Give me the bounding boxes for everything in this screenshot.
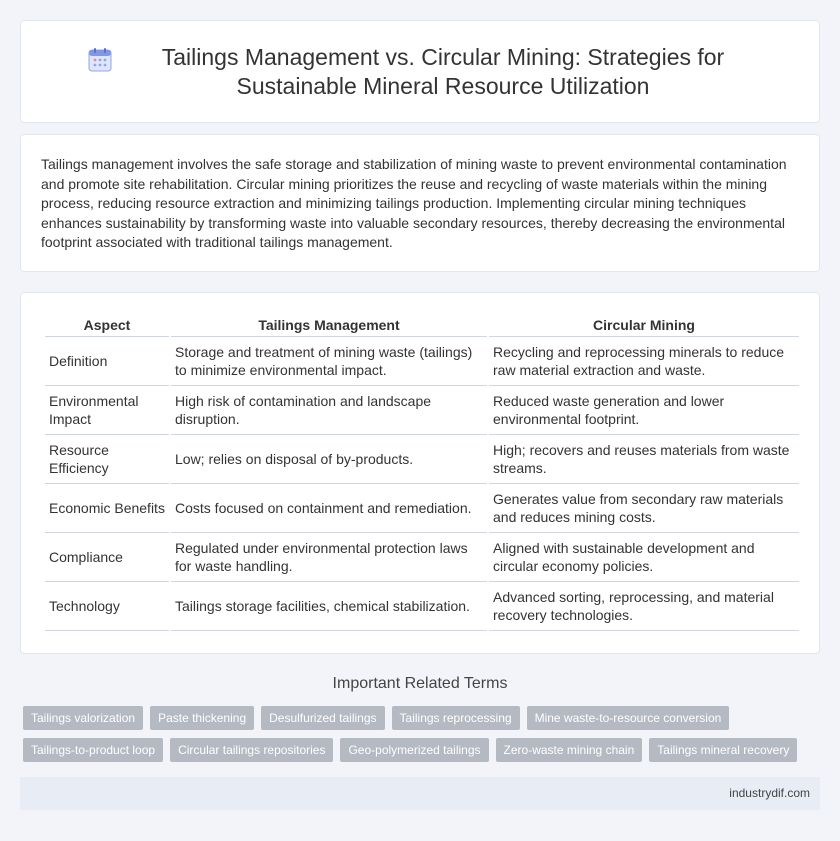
row-aspect: Definition [45, 337, 169, 386]
row-tailings-value: Tailings storage facilities, chemical stabilization. [171, 582, 487, 631]
row-tailings-value: Costs focused on containment and remediation. [171, 484, 487, 533]
table-row [45, 337, 799, 386]
table-header-row [45, 313, 799, 337]
row-aspect: Economic Benefits [45, 484, 169, 533]
row-aspect: Compliance [45, 533, 169, 582]
row-tailings-value: Regulated under environmental protection laws for waste handling. [171, 533, 487, 582]
row-circular-value: Advanced sorting, reprocessing, and material recovery technologies. [489, 582, 799, 631]
comparison-table [43, 313, 801, 631]
table-row [45, 533, 799, 582]
comparison-card [20, 292, 820, 654]
row-tailings-value: High risk of contamination and landscape disruption. [171, 386, 487, 435]
related-term-tag[interactable]: Zero-waste mining chain [496, 738, 643, 762]
row-tailings-value: Storage and treatment of mining waste (tailings) to minimize environmental impact. [171, 337, 487, 386]
row-circular-value: Recycling and reprocessing minerals to reduce raw material extraction and waste. [489, 337, 799, 386]
related-term-tag[interactable]: Tailings valorization [23, 706, 143, 730]
row-circular-value: High; recovers and reuses materials from waste streams. [489, 435, 799, 484]
table-row [45, 582, 799, 631]
row-circular-value: Reduced waste generation and lower environmental footprint. [489, 386, 799, 435]
related-term-tag[interactable]: Mine waste-to-resource conversion [527, 706, 730, 730]
page-title: Tailings Management vs. Circular Mining: Strategies for Sustainable Mineral Resource Utilization [161, 43, 725, 99]
related-term-tag[interactable]: Desulfurized tailings [261, 706, 384, 730]
footer-site-link[interactable]: industrydif.com [729, 786, 810, 800]
column-header-aspect: Aspect [45, 313, 169, 337]
table-row [45, 435, 799, 484]
intro-paragraph: Tailings management involves the safe storage and stabilization of mining waste to prevent environmental contamination and promote site rehabilitation. Circular mining prioritizes the reuse and recycling of waste materials within the mining process, reducing resource extraction and minimizing tailings production. Implementing circular mining techniques enhances sustainability by transforming waste into valuable secondary resources, thereby decreasing the environmental footprint associated with traditional tailings management. [41, 156, 787, 250]
related-term-tag[interactable]: Tailings mineral recovery [649, 738, 797, 762]
title-wrap [87, 43, 753, 101]
row-tailings-value: Low; relies on disposal of by-products. [171, 435, 487, 484]
related-term-tag[interactable]: Paste thickening [150, 706, 254, 730]
related-term-tag[interactable]: Circular tailings repositories [170, 738, 333, 762]
table-row [45, 386, 799, 435]
related-term-tag[interactable]: Tailings-to-product loop [23, 738, 163, 762]
calendar-icon [87, 47, 113, 73]
footer-bar [20, 777, 820, 810]
related-term-tag[interactable]: Tailings reprocessing [392, 706, 520, 730]
related-terms-heading: Important Related Terms [332, 675, 508, 692]
column-header-tailings-management: Tailings Management [171, 313, 487, 337]
row-circular-value: Generates value from secondary raw materials and reduces mining costs. [489, 484, 799, 533]
column-header-circular-mining: Circular Mining [489, 313, 799, 337]
row-aspect: Resource Efficiency [45, 435, 169, 484]
table-row [45, 484, 799, 533]
row-aspect: Environmental Impact [45, 386, 169, 435]
related-term-tag[interactable]: Geo-polymerized tailings [340, 738, 488, 762]
title-card [20, 20, 820, 123]
related-terms-list [23, 706, 823, 762]
row-aspect: Technology [45, 582, 169, 631]
row-circular-value: Aligned with sustainable development and circular economy policies. [489, 533, 799, 582]
intro-card [20, 134, 820, 272]
